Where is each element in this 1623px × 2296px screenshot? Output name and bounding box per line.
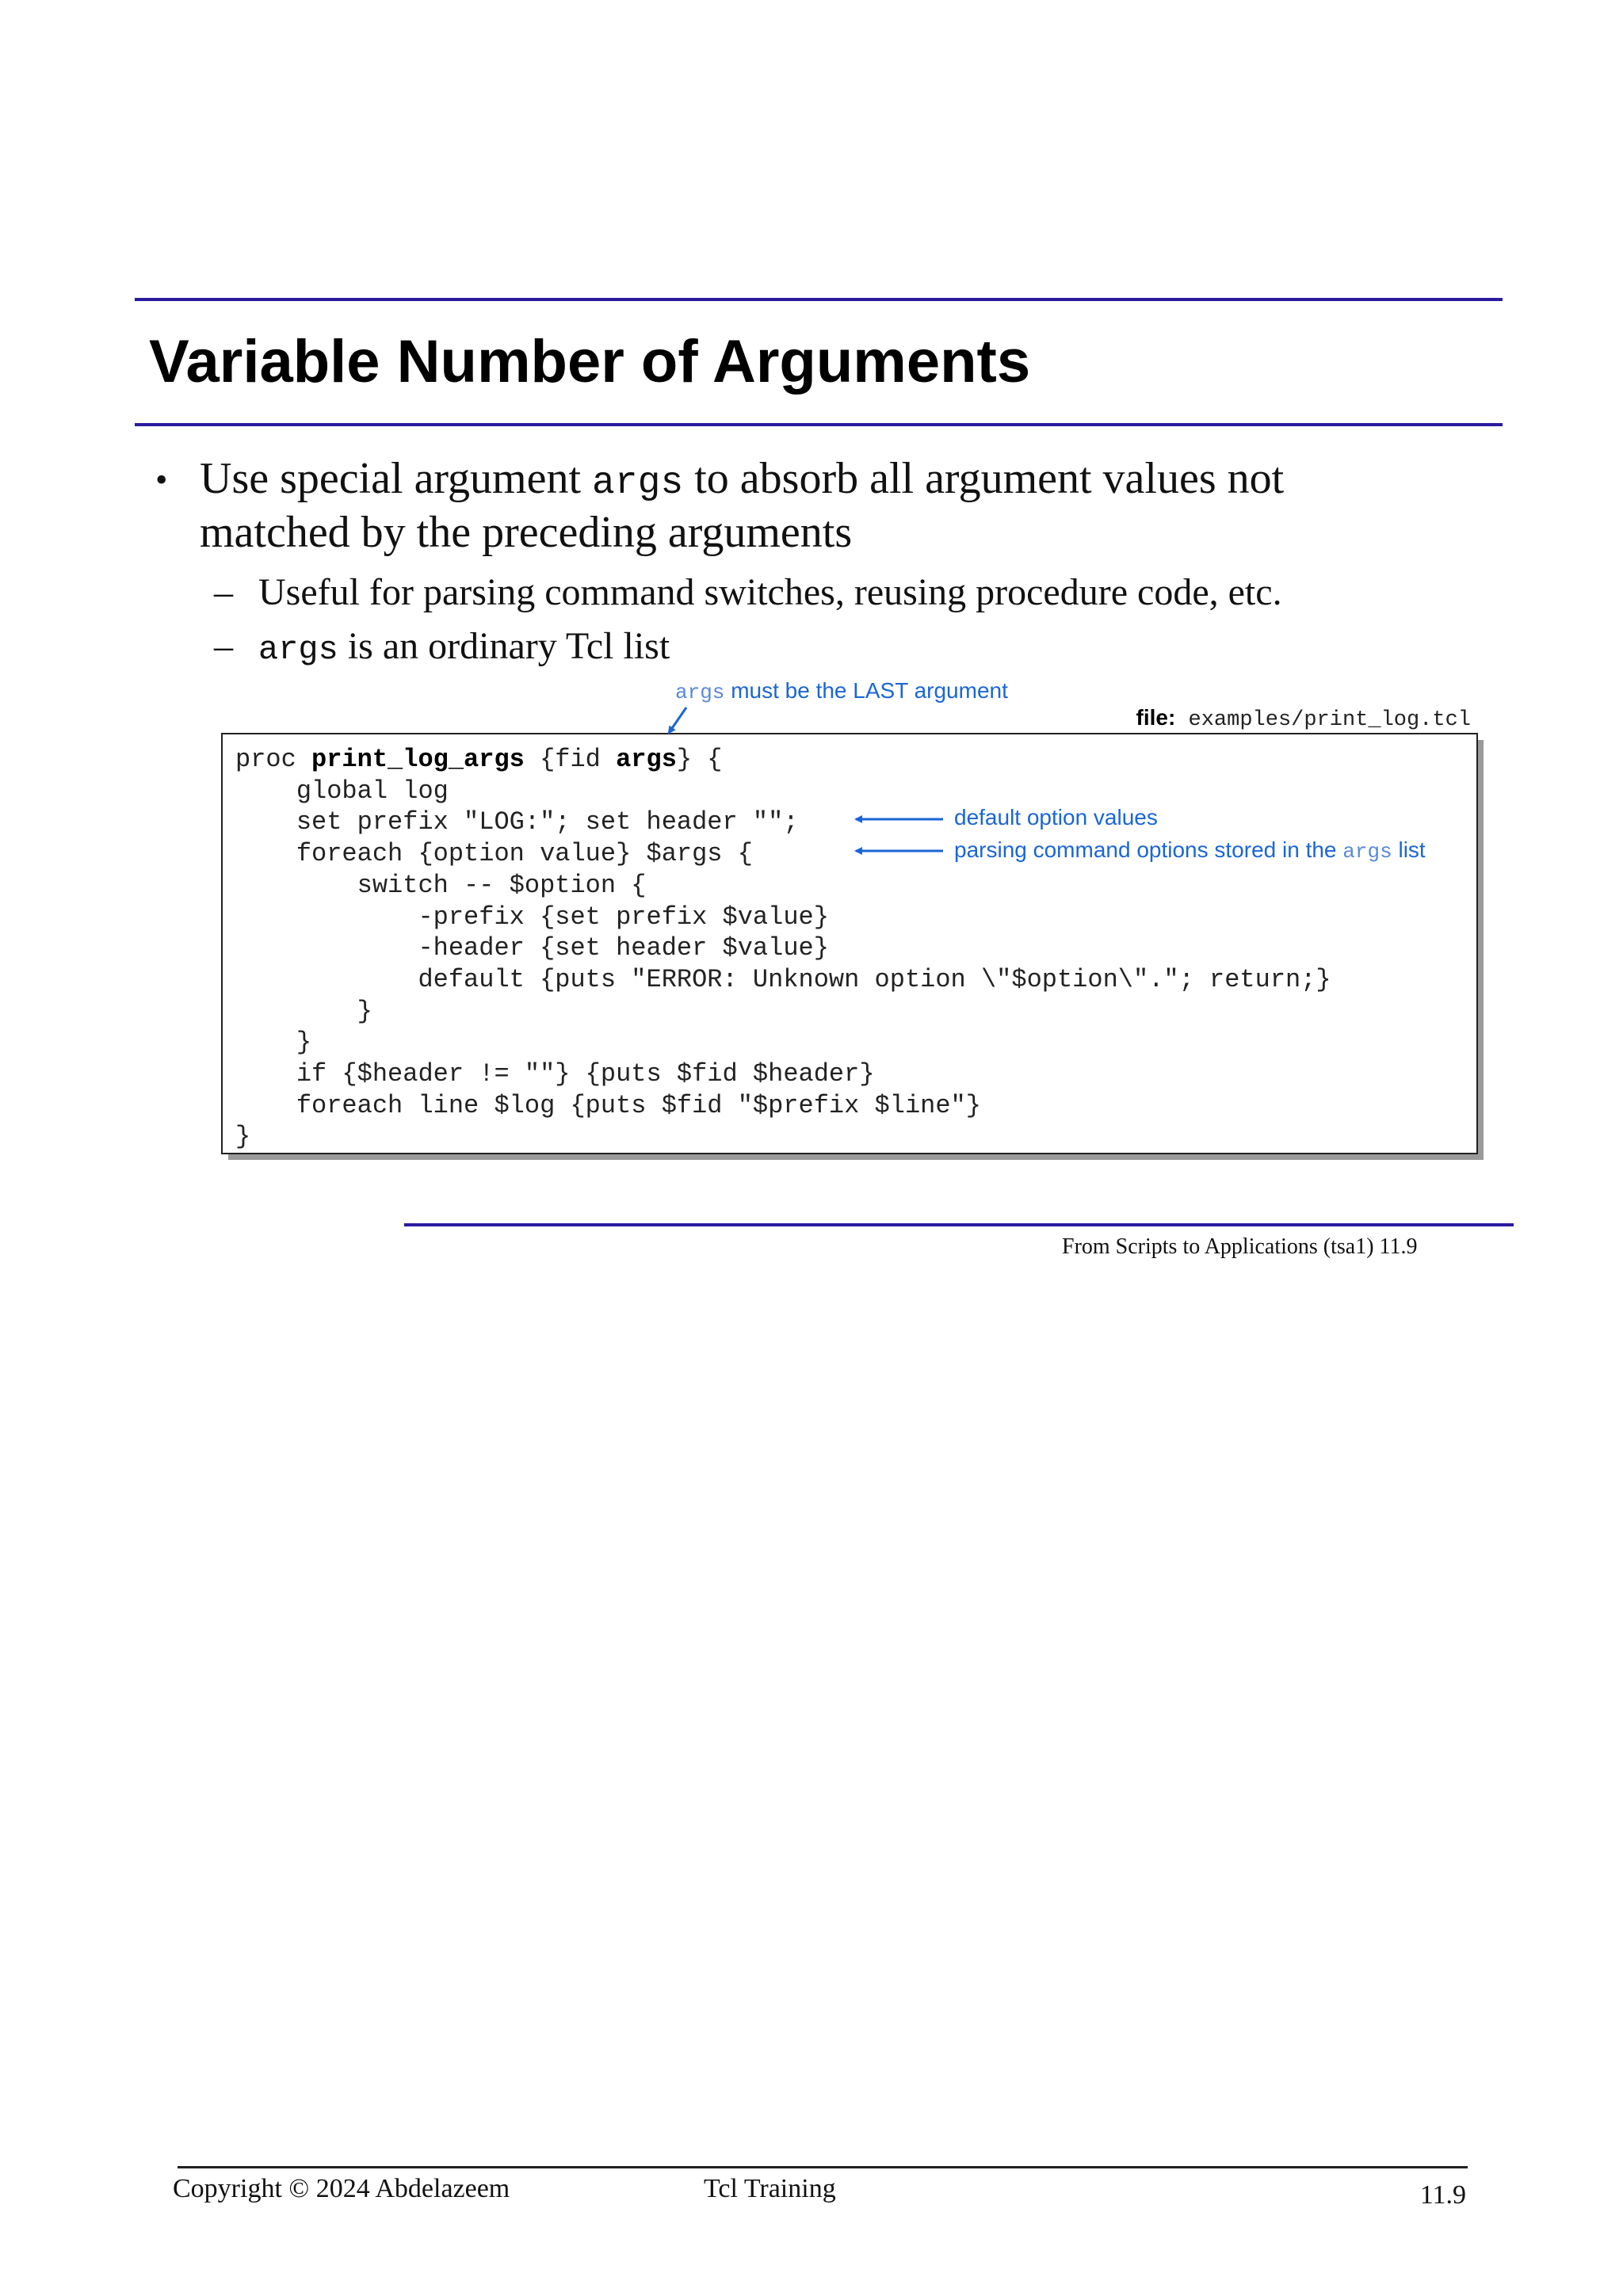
file-label-key: file: <box>1136 705 1176 730</box>
annotation-default-values: default option values <box>954 805 1158 830</box>
code-line-1 <box>235 745 723 774</box>
slide-footer: From Scripts to Applications (tsa1) 11.9 <box>1062 1234 1418 1259</box>
bullet-1-text-after: to absorb all argument values not <box>683 454 1285 503</box>
bullet-1-line-1 <box>200 452 1284 510</box>
code-token-proc: proc <box>235 745 312 774</box>
file-label <box>1136 705 1471 732</box>
page-footer-rule <box>178 2166 1468 2168</box>
code-line: -header {set header $value} <box>235 933 829 963</box>
code-line: } <box>235 1028 312 1058</box>
top-rule <box>135 298 1503 301</box>
sub-bullet-2 <box>258 623 670 673</box>
code-line: foreach line $log {puts $fid "$prefix $line"} <box>235 1090 981 1120</box>
sub-bullet-1-dash: – <box>214 571 233 613</box>
arrow-last-argument <box>669 707 686 733</box>
sub-bullet-1-text: Useful for parsing command switches, reusing procedure code, etc. <box>258 571 1282 613</box>
code-line: if {$header != ""} {puts $fid $header} <box>235 1059 875 1089</box>
title-rule <box>135 423 1503 426</box>
page-number: 11.9 <box>1419 2180 1466 2210</box>
slide-title: Variable Number of Arguments <box>149 328 1031 395</box>
annotation-parsing-suffix: list <box>1392 837 1426 862</box>
code-token-args: args <box>616 745 677 774</box>
code-line: foreach {option value} $args { <box>235 839 753 869</box>
slide-footer-rule <box>404 1223 1514 1226</box>
bullet-marker: • <box>155 460 168 499</box>
sub-bullet-2-dash: – <box>214 625 233 667</box>
bullet-1-text-before: Use special argument <box>200 454 593 503</box>
bullet-1-code: args <box>592 462 684 505</box>
sub-bullet-2-code: args <box>258 631 338 669</box>
code-line: global log <box>235 776 449 806</box>
code-line: switch -- $option { <box>235 870 647 900</box>
annotation-parsing-text: parsing command options stored in the <box>954 837 1343 862</box>
code-listing <box>235 744 1331 1153</box>
code-line: -prefix {set prefix $value} <box>235 902 829 932</box>
code-token-open-brace: } { <box>676 745 723 774</box>
code-line: set prefix "LOG:"; set header ""; <box>235 807 799 837</box>
code-line: } <box>235 1122 251 1152</box>
annotation-parsing-code: args <box>1342 840 1392 864</box>
file-path: examples/print_log.tcl <box>1175 708 1471 732</box>
course-title: Tcl Training <box>704 2174 836 2203</box>
code-line: default {puts "ERROR: Unknown option \"$option\"."; return;} <box>235 964 1331 994</box>
annotation-top-code: args <box>675 681 725 704</box>
sub-bullet-2-text: is an ordinary Tcl list <box>338 625 670 667</box>
code-line: } <box>235 996 372 1026</box>
copyright: Copyright © 2024 Abdelazeem <box>173 2174 510 2203</box>
annotation-last-argument <box>675 678 1008 704</box>
annotation-top-text: must be the LAST argument <box>724 678 1008 703</box>
code-box <box>221 733 1478 1154</box>
code-token-fid: {fid <box>524 745 617 774</box>
code-token-proc-name: print_log_args <box>311 745 525 774</box>
annotation-parsing-options <box>954 837 1426 864</box>
bullet-1-line-2: matched by the preceding arguments <box>200 508 853 557</box>
